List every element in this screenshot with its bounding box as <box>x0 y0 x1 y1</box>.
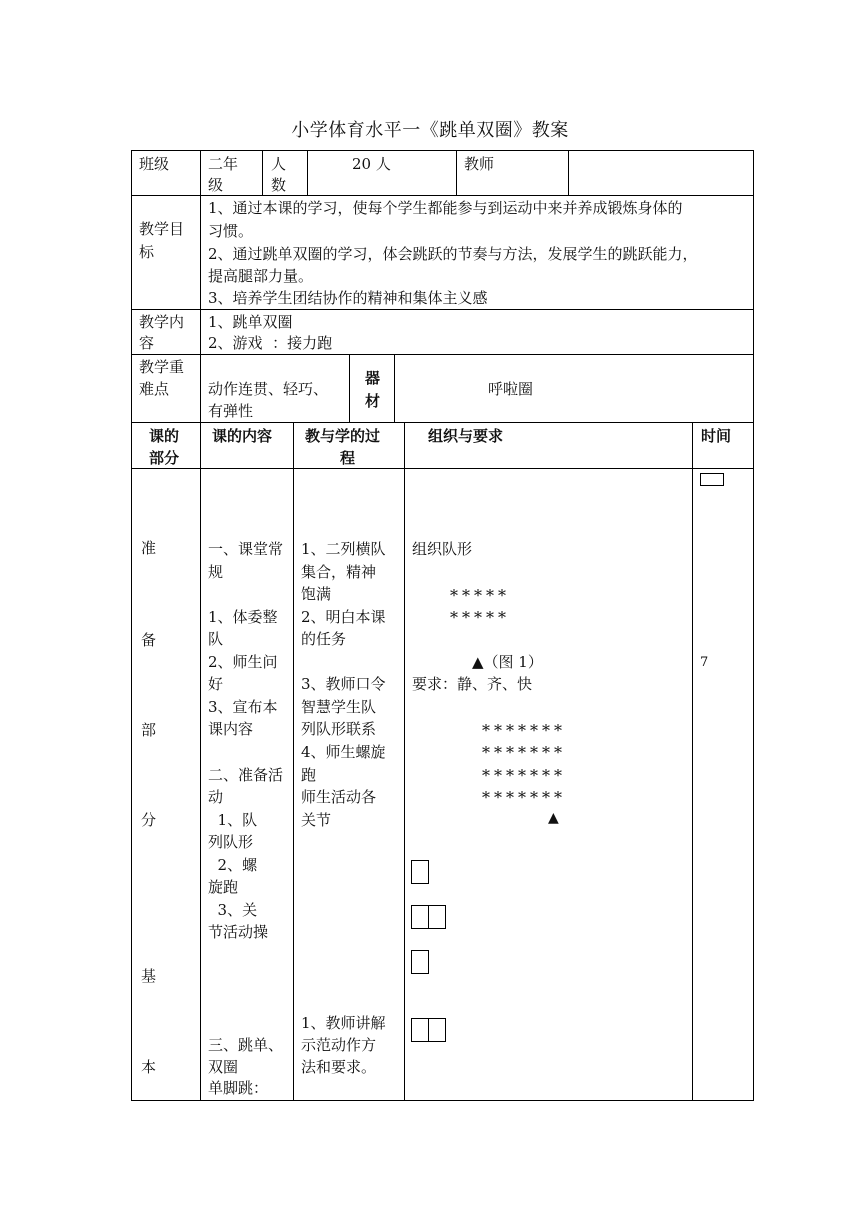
process-line: 3、教师口令 <box>301 675 386 693</box>
header-process-line2: 程 <box>340 449 356 467</box>
equipment-value: 呼啦圈 <box>488 380 534 398</box>
part-char: 准 <box>141 539 157 557</box>
keypoints-label-line1: 教学重 <box>139 358 185 376</box>
process-line: 4、师生螺旋 <box>301 743 386 761</box>
lesson-content-line: 1、队 <box>208 811 258 829</box>
equipment-label-line2: 材 <box>365 392 381 410</box>
formation-stars-row: ******* <box>482 766 566 785</box>
content-label-line1: 教学内 <box>139 313 185 331</box>
requirements-text: 要求：静、齐、快 <box>412 675 533 693</box>
header-time: 时间 <box>701 427 732 445</box>
grade-line2: 级 <box>208 176 224 194</box>
lesson-content-line: 二、准备活 <box>208 766 284 784</box>
lesson-content-line: 3、关 <box>208 901 258 919</box>
content-label-line2: 容 <box>139 334 155 352</box>
header-content: 课的内容 <box>212 427 273 445</box>
keypoints-label-line2: 难点 <box>139 380 170 398</box>
process-line: 师生活动各 <box>301 788 377 806</box>
count-label-line1: 人 <box>271 155 287 173</box>
process-line: 列队形联系 <box>301 720 377 738</box>
process-line: 智慧学生队 <box>301 698 377 716</box>
hoop-square-icon <box>411 1018 429 1042</box>
goals-label-line1: 教学目 <box>139 220 185 238</box>
keypoints-value-line2: 有弹性 <box>208 402 254 420</box>
hoop-square-icon <box>411 860 429 884</box>
lesson-content-line: 1、体委整 <box>208 608 278 626</box>
header-part-line1: 课的 <box>149 427 180 445</box>
part-char: 基 <box>141 967 157 985</box>
lesson-content-line: 规 <box>208 563 224 581</box>
lesson-content-line: 好 <box>208 675 224 693</box>
formation-stars-row: ******* <box>482 743 566 762</box>
lesson-content-line: 队 <box>208 630 224 648</box>
equipment-label-line1: 器 <box>365 369 381 387</box>
lesson-content-line: 2、师生问 <box>208 653 278 671</box>
process-line: 跑 <box>301 766 317 784</box>
page-title: 小学体育水平一《跳单双圈》教案 <box>291 120 569 141</box>
goal-line-2: 习惯。 <box>208 222 254 240</box>
process-2-line: 1、教师讲解 <box>301 1014 386 1032</box>
hoop-square-icon <box>428 1018 446 1042</box>
process-line: 关节 <box>301 811 332 829</box>
goal-line-1: 1、通过本课的学习，使每个学生都能参与到运动中来并养成锻炼身体的 <box>208 199 683 217</box>
header-process-line1: 教与学的过 <box>305 427 381 445</box>
formation-stars-row: ***** <box>450 608 510 627</box>
process-line: 饱满 <box>301 585 332 603</box>
content-line-1: 1、跳单双圈 <box>208 313 293 331</box>
part-char: 备 <box>141 631 157 649</box>
lesson-content-2-line: 单脚跳： <box>208 1079 269 1097</box>
lesson-content-line: 2、螺 <box>208 856 258 874</box>
process-2-line: 法和要求。 <box>301 1058 377 1076</box>
lesson-content-line: 旋跑 <box>208 878 239 896</box>
figure-caption: ▲（图 1） <box>472 653 543 671</box>
formation-stars-row: ***** <box>450 586 510 605</box>
time-box-icon <box>700 473 724 486</box>
lesson-content-2-line: 双圈 <box>208 1058 239 1076</box>
keypoints-value-line1: 动作连贯、轻巧、 <box>208 380 329 398</box>
header-organization: 组织与要求 <box>428 427 504 445</box>
content-line-2: 2、游戏 ：接力跑 <box>208 334 333 352</box>
lesson-content-line: 列队形 <box>208 833 254 851</box>
process-2-line: 示范动作方 <box>301 1036 377 1054</box>
header-part-line2: 部分 <box>149 449 180 467</box>
goal-line-4: 提高腿部力量。 <box>208 267 314 285</box>
hoop-square-icon <box>411 950 429 974</box>
hoop-square-icon <box>411 905 429 929</box>
process-line: 集合，精神 <box>301 563 377 581</box>
class-label: 班级 <box>139 155 170 173</box>
process-line: 1、二列横队 <box>301 540 386 558</box>
time-value: 7 <box>700 655 709 670</box>
lesson-content-line: 3、宣布本 <box>208 698 278 716</box>
lesson-content-2-line: 三、跳单、 <box>208 1036 284 1054</box>
count-value: 20 人 <box>352 155 391 173</box>
goal-line-3: 2、通过跳单双圈的学习，体会跳跃的节奏与方法，发展学生的跳跃能力， <box>208 245 698 263</box>
hoop-square-icon <box>428 905 446 929</box>
process-line: 2、明白本课 <box>301 608 386 626</box>
formation-label: 组织队形 <box>412 540 473 558</box>
grade-line1: 二年 <box>208 155 239 173</box>
process-line: 的任务 <box>301 630 347 648</box>
formation-stars-row: ******* <box>482 788 566 807</box>
teacher-marker-icon: ▲ <box>548 810 559 826</box>
part-char: 本 <box>141 1058 157 1076</box>
lesson-content-line: 一、课堂常 <box>208 540 284 558</box>
formation-stars-row: ******* <box>482 721 566 740</box>
lesson-content-line: 节活动操 <box>208 923 269 941</box>
count-label-line2: 数 <box>271 176 287 194</box>
goals-label-line2: 标 <box>139 243 155 261</box>
goal-line-5: 3、培养学生团结协作的精神和集体主义感 <box>208 289 488 307</box>
lesson-content-line: 课内容 <box>208 720 254 738</box>
part-char: 分 <box>141 811 157 829</box>
lesson-content-line: 动 <box>208 788 224 806</box>
part-char: 部 <box>141 721 157 739</box>
teacher-label: 教师 <box>464 155 495 173</box>
